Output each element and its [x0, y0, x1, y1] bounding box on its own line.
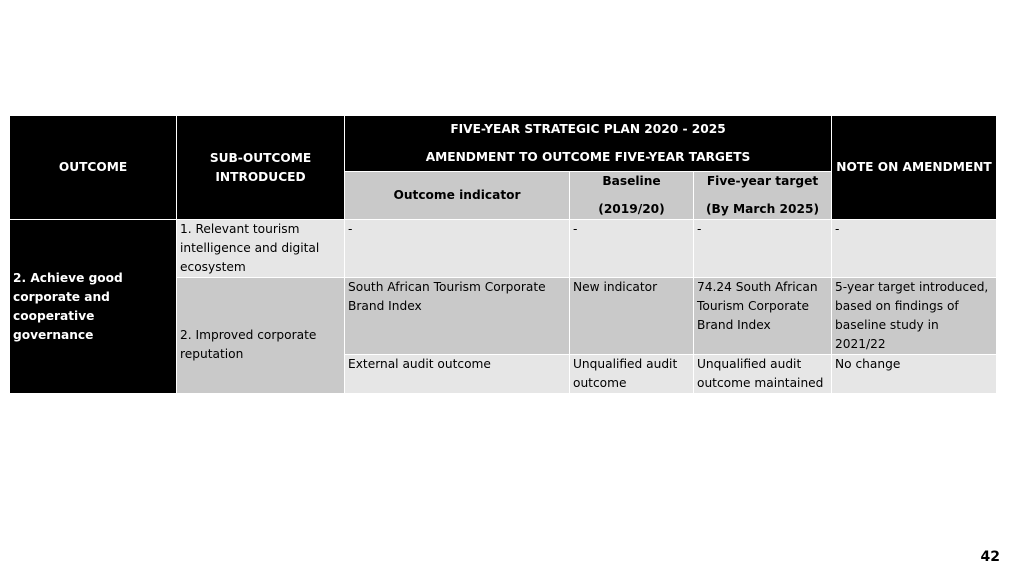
plan-title: FIVE-YEAR STRATEGIC PLAN 2020 - 2025	[450, 122, 726, 136]
sub-outcome-header: SUB-OUTCOME INTRODUCED	[177, 116, 345, 220]
sub-outcome-cell: 2. Improved corporate reputation	[177, 278, 345, 394]
baseline-cell: Unqualified audit outcome	[570, 355, 694, 394]
outcome-cell: 2. Achieve good corporate and cooperative governance	[10, 220, 177, 394]
page-number: 42	[980, 549, 1000, 565]
baseline-cell: -	[570, 220, 694, 278]
strategic-plan-table	[9, 115, 997, 394]
outcome-header: OUTCOME	[10, 116, 177, 220]
note-cell: No change	[832, 355, 997, 394]
table-row	[10, 220, 997, 278]
target-cell: 74.24 South African Tourism Corporate Brand Index	[694, 278, 832, 355]
indicator-cell: External audit outcome	[345, 355, 570, 394]
note-header: NOTE ON AMENDMENT	[832, 116, 997, 220]
outcome-indicator-header: Outcome indicator	[345, 172, 570, 220]
five-year-target-header: Five-year target (By March 2025)	[694, 172, 832, 220]
note-cell: 5-year target introduced, based on findings of baseline study in 2021/22	[832, 278, 997, 355]
plan-header	[345, 116, 832, 172]
indicator-cell: -	[345, 220, 570, 278]
indicator-cell: South African Tourism Corporate Brand Index	[345, 278, 570, 355]
target-cell: -	[694, 220, 832, 278]
target-cell: Unqualified audit outcome maintained	[694, 355, 832, 394]
note-cell: -	[832, 220, 997, 278]
amendment-title: AMENDMENT TO OUTCOME FIVE-YEAR TARGETS	[425, 150, 751, 164]
sub-outcome-cell: 1. Relevant tourism intelligence and digital ecosystem	[177, 220, 345, 278]
baseline-header: Baseline (2019/20)	[570, 172, 694, 220]
baseline-cell: New indicator	[570, 278, 694, 355]
